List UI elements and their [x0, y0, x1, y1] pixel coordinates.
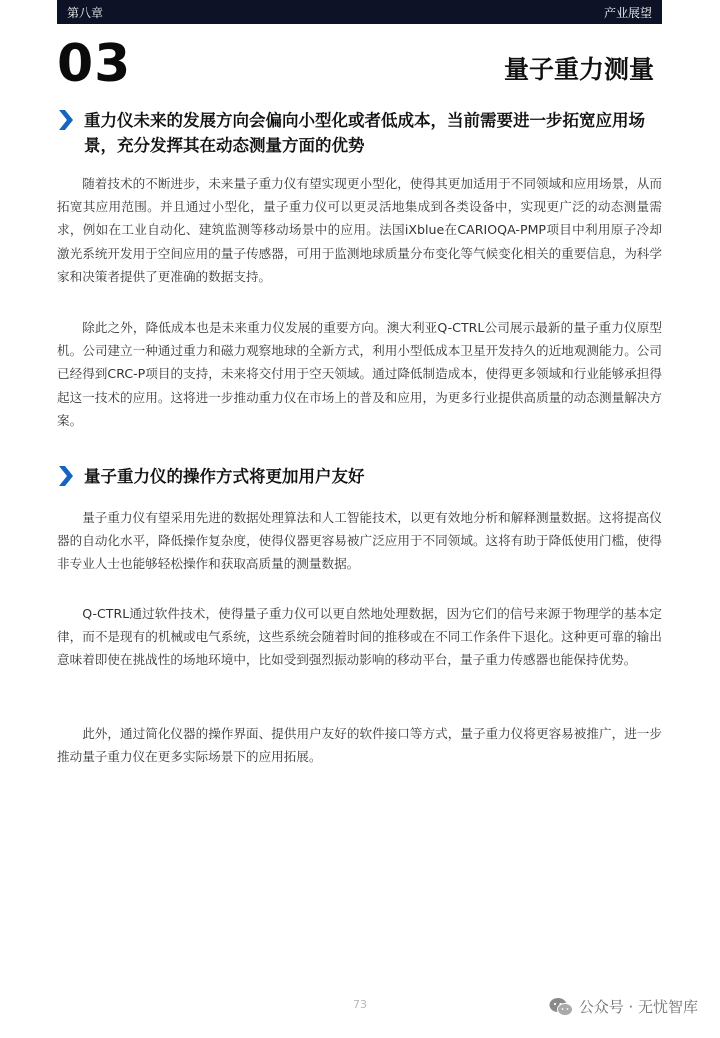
paragraph: 量子重力仪有望采用先进的数据处理算法和人工智能技术，以更有效地分析和解释测量数据。这将提高仪器的自动化水平，降低操作复杂度，使得仪器更容易被广泛应用于不同领域。这将有助于降低使用门槛，使得非专业人士也能够轻松操作和获取高质量的测量数据。 — [57, 510, 662, 572]
chevron-right-icon — [57, 465, 75, 487]
section-heading-text: 重力仪未来的发展方向会偏向小型化或者低成本，当前需要进一步拓宽应用场景，充分发挥其在动态测量方面的优势 — [84, 111, 645, 155]
chapter-label: 第八章 — [67, 5, 104, 20]
chapter-title: 量子重力测量 — [503, 55, 654, 84]
paragraph: 随着技术的不断进步，未来量子重力仪有望实现更小型化，使得其更加适用于不同领域和应用场景，从而拓宽其应用范围。并且通过小型化，量子重力仪可以更灵活地集成到各类设备中，实现更广泛的动态测量需求，例如在工业自动化、建筑监测等移动场景中的应用。法国iXblue在CARIOQA-PMP项目中利用原子冷却激光系统开发用于空间应用的量子传感器，可用于监测地球质量分布变化等气候变化相关的重要信息，为科学家和决策者提供了更准确的数据支持。 — [57, 176, 662, 284]
chapter-header-bar — [57, 0, 662, 24]
chapter-number: 03 — [57, 34, 132, 94]
section-heading-1 — [57, 108, 657, 158]
watermark — [549, 996, 698, 1017]
wechat-icon — [549, 997, 573, 1017]
watermark-text: 公众号 · 无忧智库 — [578, 998, 698, 1016]
section-heading-2 — [57, 464, 657, 489]
section-heading-text: 量子重力仪的操作方式将更加用户友好 — [84, 467, 365, 486]
paragraph: 除此之外，降低成本也是未来重力仪发展的重要方向。澳大利亚Q-CTRL公司展示最新的量子重力仪原型机。公司建立一种通过重力和磁力观察地球的全新方式，利用小型低成本卫星开发持久的近地观测能力。公司已经得到CRC-P项目的支持，未来将交付用于空天领域。通过降低制造成本，使得更多领域和行业能够承担得起这一技术的应用。这将进一步推动重力仪在市场上的普及和应用，为更多行业提供高质量的动态测量解决方案。 — [57, 320, 662, 428]
paragraph: 此外，通过简化仪器的操作界面、提供用户友好的软件接口等方式，量子重力仪将更容易被推广，进一步推动量子重力仪在更多实际场景下的应用拓展。 — [57, 726, 662, 765]
paragraph: Q-CTRL通过软件技术，使得量子重力仪可以更自然地处理数据，因为它们的信号来源于物理学的基本定律，而不是现有的机械或电气系统，这些系统会随着时间的推移或在不同工作条件下退化。这种更可靠的输出意味着即使在挑战性的场地环境中，比如受到强烈振动影响的移动平台，量子重力传感器也能保持优势。 — [57, 606, 662, 668]
section-label: 产业展望 — [603, 5, 652, 20]
page-number: 73 — [353, 998, 367, 1011]
chevron-right-icon — [57, 109, 75, 131]
